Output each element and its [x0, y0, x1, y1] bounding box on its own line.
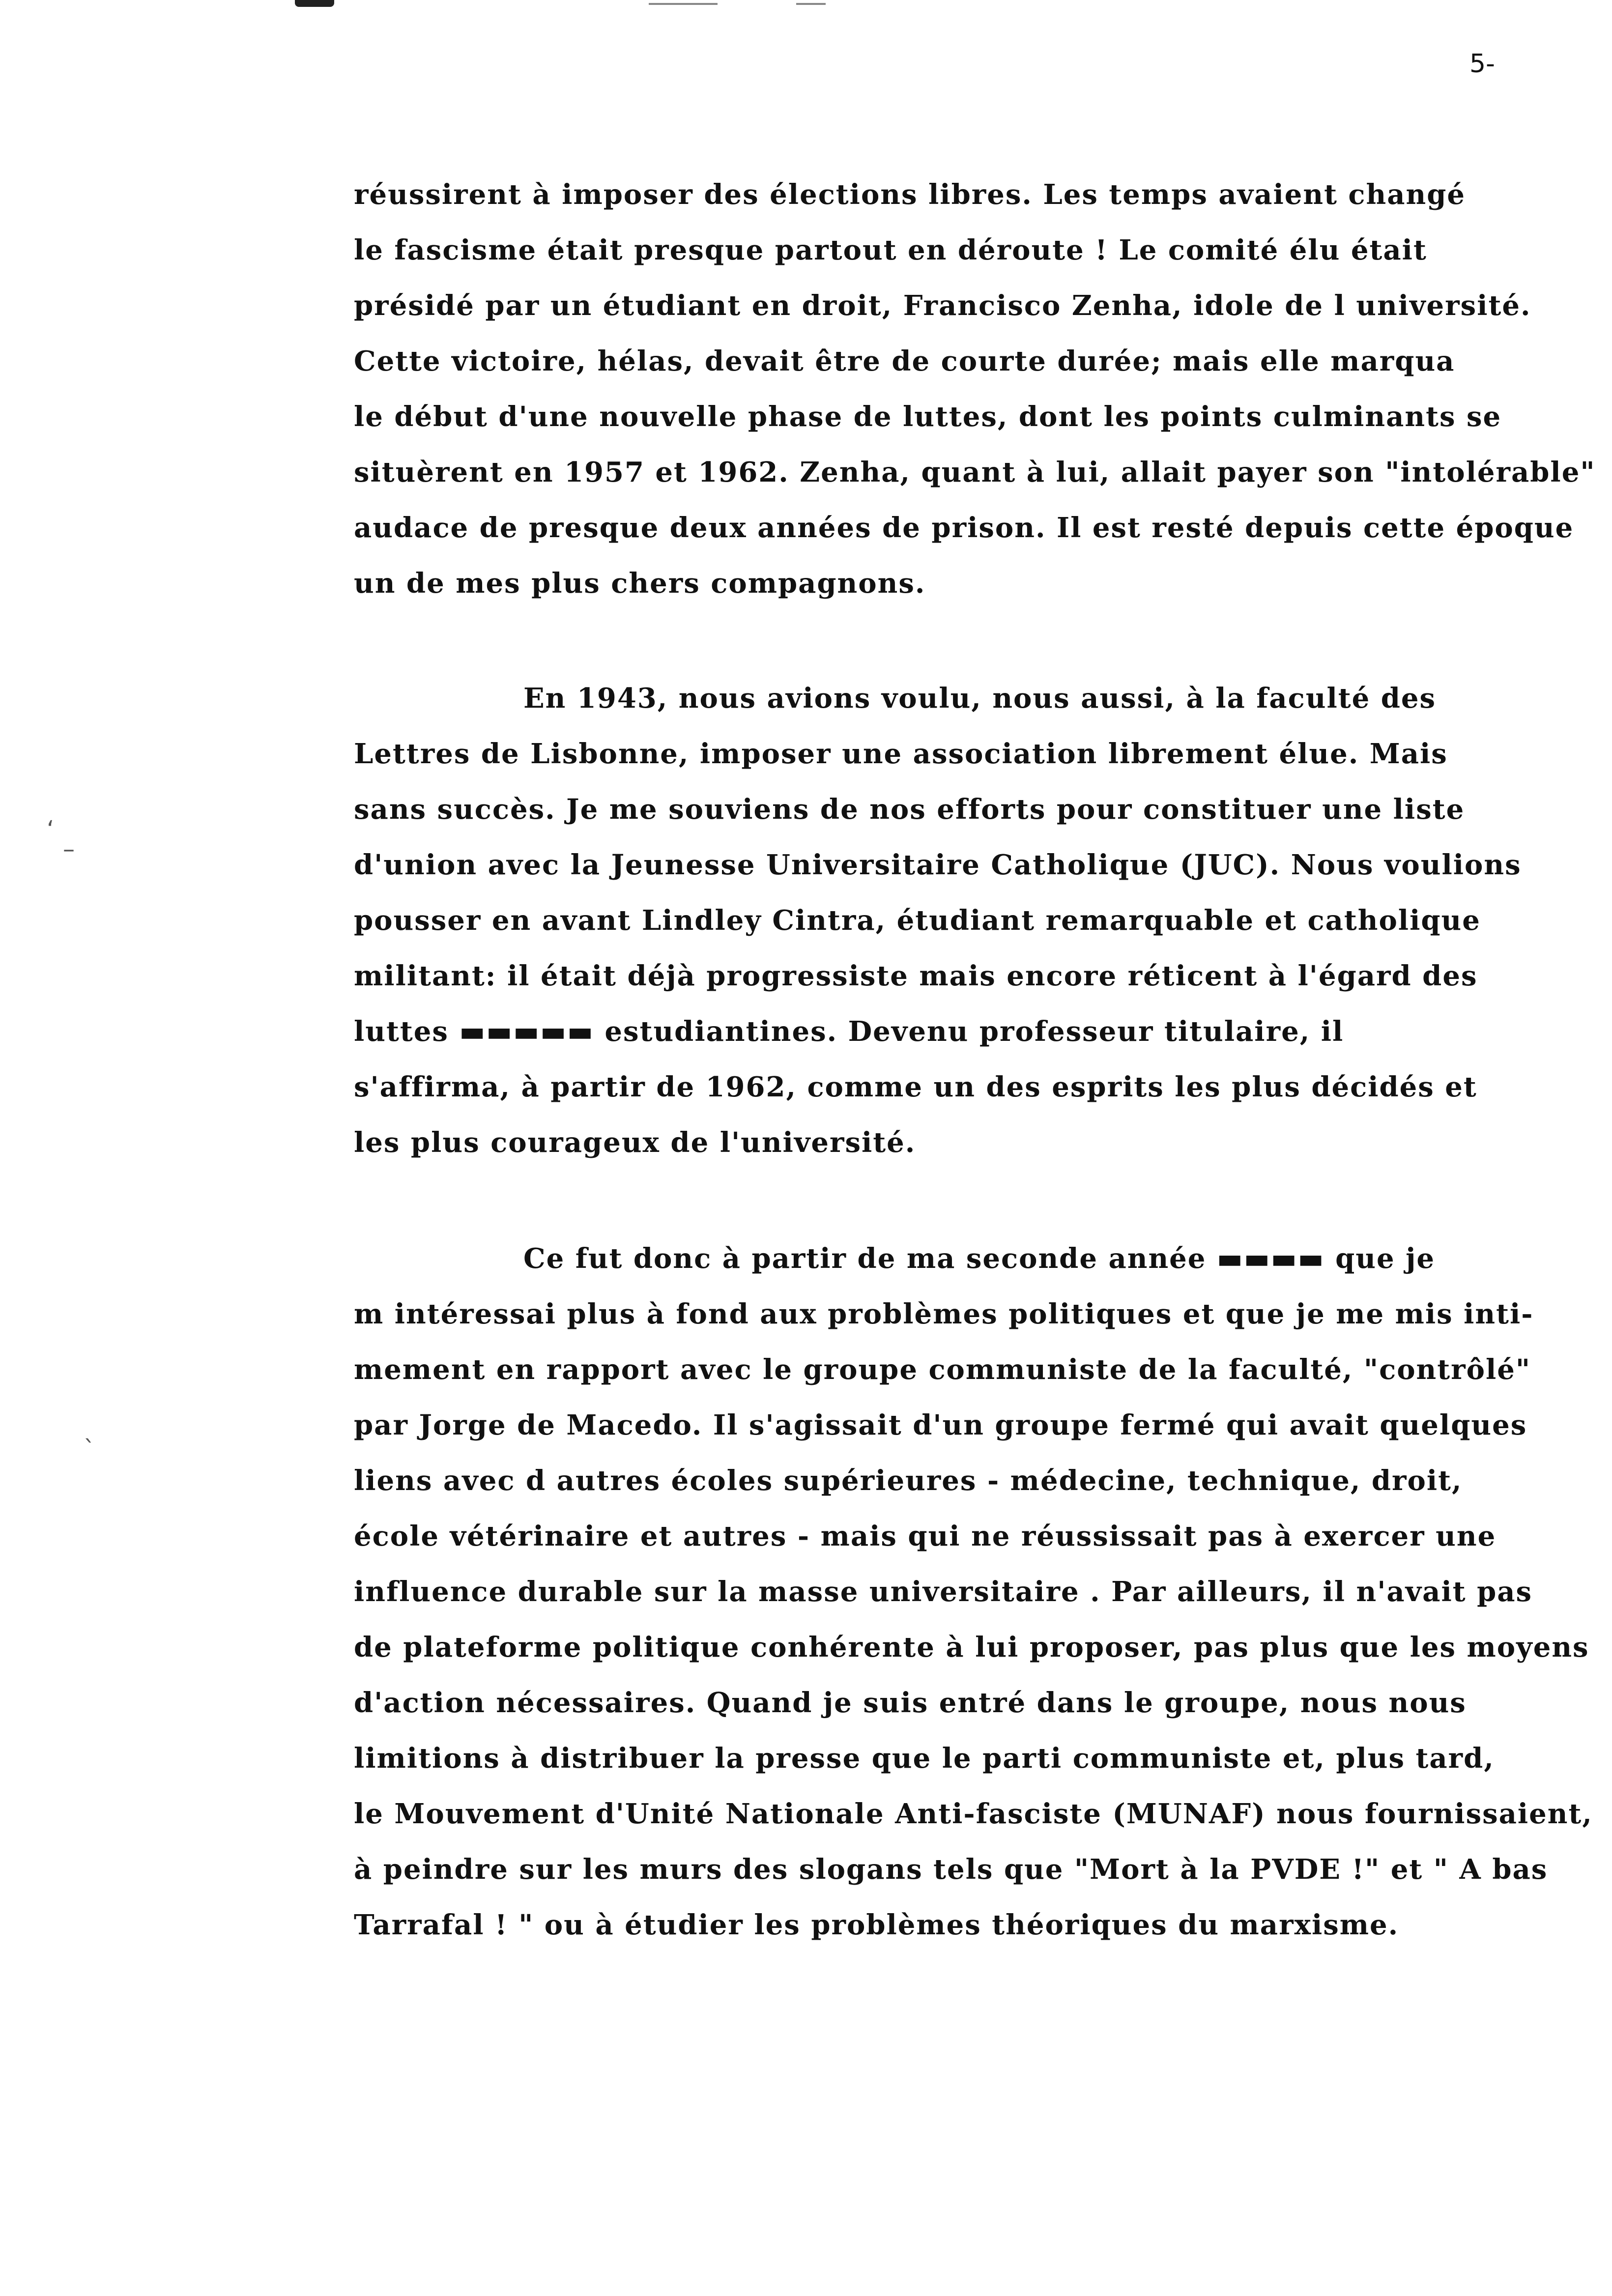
margin-mark: –	[63, 835, 75, 863]
text-line: à peindre sur les murs des slogans tels que "Mort à la PVDE !" et " A bas	[354, 1853, 1548, 1886]
text-line: le fascisme était presque partout en déroute ! Le comité élu était	[354, 234, 1427, 266]
text-line: influence durable sur la masse universitaire . Par ailleurs, il n'avait pas	[354, 1576, 1533, 1608]
text-line: réussirent à imposer des élections libres. Les temps avaient changé	[354, 178, 1466, 211]
text-line: pousser en avant Lindley Cintra, étudiant remarquable et catholique	[354, 904, 1481, 937]
text-line: un de mes plus chers compagnons.	[354, 567, 926, 600]
text-line: les plus courageux de l'université.	[354, 1126, 916, 1159]
scan-artifact-mark	[295, 0, 334, 7]
text-line: le Mouvement d'Unité Nationale Anti-fasciste (MUNAF) nous fournissaient,	[354, 1798, 1593, 1830]
text-line: Tarrafal ! " ou à étudier les problèmes théoriques du marxisme.	[354, 1909, 1399, 1941]
scan-artifact-rule	[649, 3, 718, 5]
text-line: mement en rapport avec le groupe communiste de la faculté, "contrôlé"	[354, 1353, 1531, 1386]
text-line: audace de presque deux années de prison. Il est resté depuis cette époque	[354, 512, 1574, 544]
text-line: d'union avec la Jeunesse Universitaire Catholique (JUC). Nous voulions	[354, 849, 1522, 881]
text-line: luttes ▬▬▬▬▬ estudiantines. Devenu professeur titulaire, il	[354, 1015, 1344, 1048]
margin-mark: ‘	[47, 816, 55, 843]
text-line: s'affirma, à partir de 1962, comme un des esprits les plus décidés et	[354, 1071, 1477, 1103]
text-line: sans succès. Je me souviens de nos efforts pour constituer une liste	[354, 793, 1465, 826]
paragraph-2	[354, 671, 1592, 1171]
text-line: limitions à distribuer la presse que le parti communiste et, plus tard,	[354, 1742, 1495, 1775]
text-line: le début d'une nouvelle phase de luttes, dont les points culminants se	[354, 401, 1502, 433]
paragraph-1	[354, 167, 1596, 611]
text-line: d'action nécessaires. Quand je suis entré dans le groupe, nous nous	[354, 1687, 1467, 1719]
text-line: situèrent en 1957 et 1962. Zenha, quant à lui, allait payer son "intolérable"	[354, 456, 1596, 488]
text-line: présidé par un étudiant en droit, Francisco Zenha, idole de l université.	[354, 289, 1531, 322]
scan-artifact-rule	[796, 3, 826, 5]
text-line: Ce fut donc à partir de ma seconde année ▬▬▬▬ que je	[523, 1242, 1435, 1275]
text-line: militant: il était déjà progressiste mais encore réticent à l'égard des	[354, 960, 1478, 992]
text-line: Cette victoire, hélas, devait être de courte durée; mais elle marqua	[354, 345, 1455, 377]
page-number: 5-	[1469, 49, 1495, 79]
text-line: Lettres de Lisbonne, imposer une association librement élue. Mais	[354, 738, 1448, 770]
text-line: liens avec d autres écoles supérieures - médecine, technique, droit,	[354, 1464, 1463, 1497]
text-line: de plateforme politique conhérente à lui proposer, pas plus que les moyens	[354, 1631, 1589, 1664]
text-line: école vétérinaire et autres - mais qui ne réussissait pas à exercer une	[354, 1520, 1497, 1552]
text-line: m intéressai plus à fond aux problèmes politiques et que je me mis inti-	[354, 1298, 1534, 1330]
paragraph-3	[354, 1231, 1592, 1953]
text-line: par Jorge de Macedo. Il s'agissait d'un groupe fermé qui avait quelques	[354, 1409, 1527, 1441]
margin-mark: ˎ	[84, 1415, 95, 1443]
text-line: En 1943, nous avions voulu, nous aussi, à la faculté des	[523, 682, 1437, 715]
